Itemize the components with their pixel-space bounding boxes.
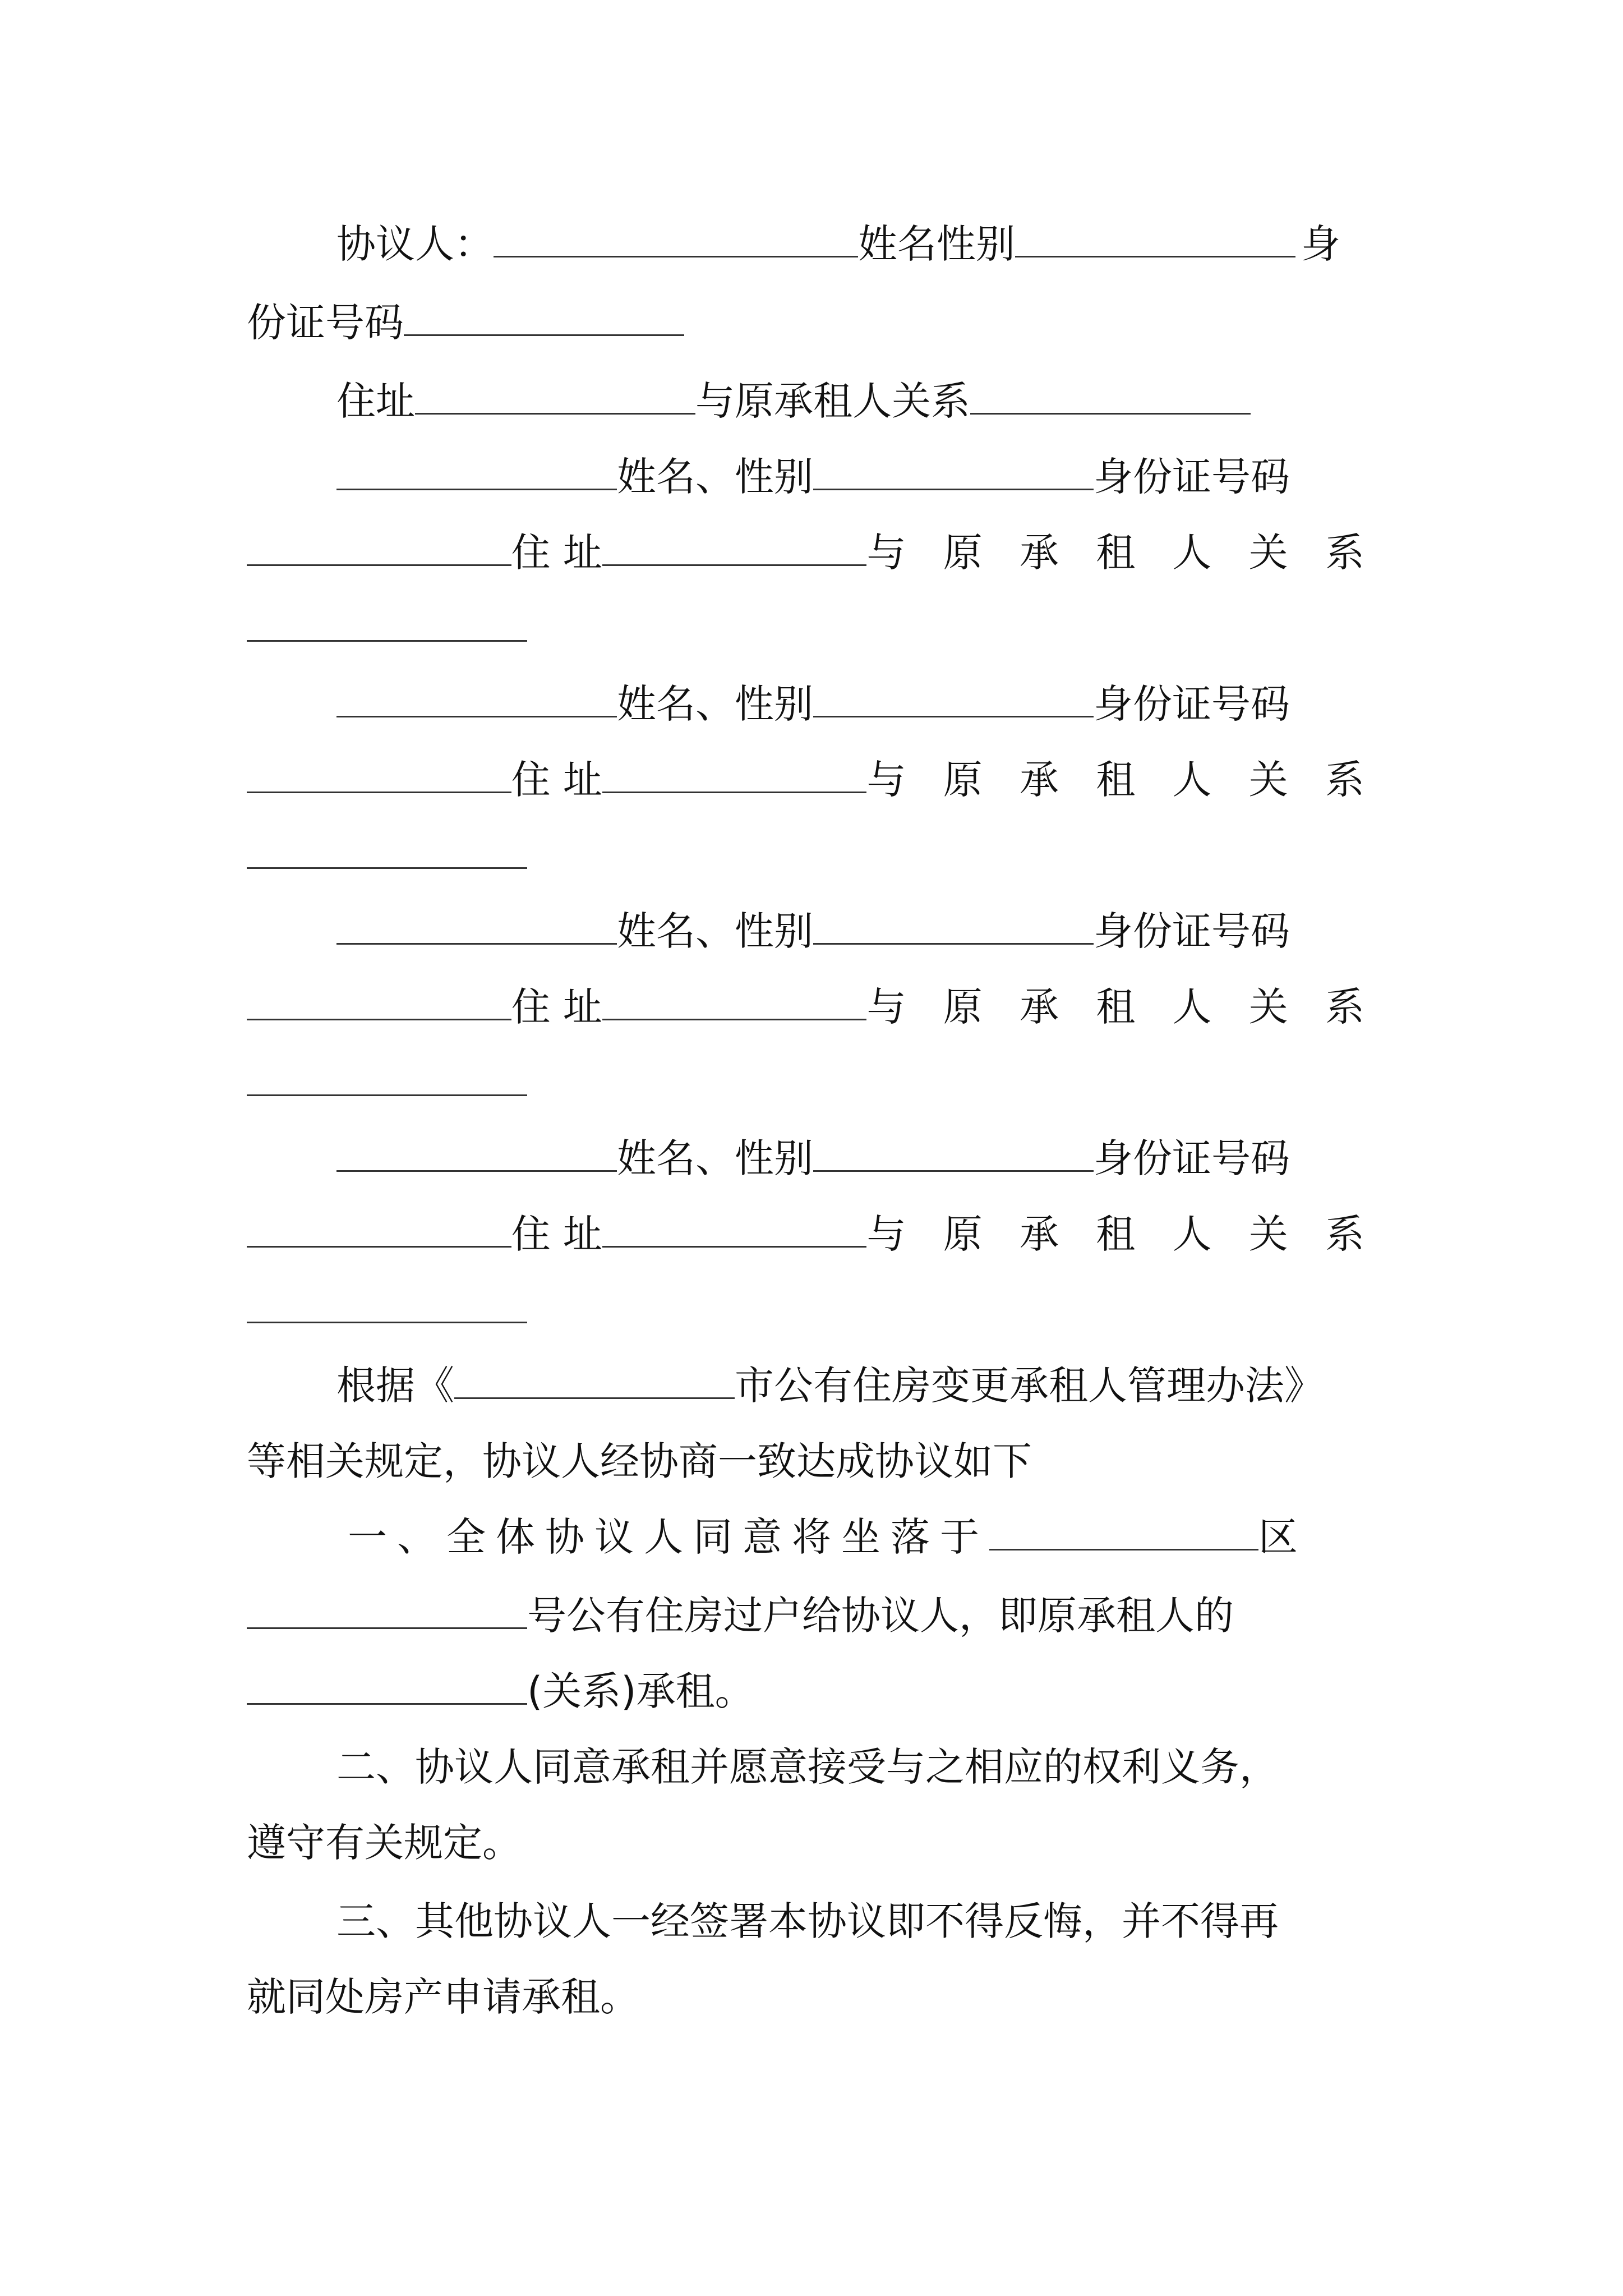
person-3-address-blank[interactable] — [602, 984, 867, 1020]
person-4-relation-blank[interactable] — [247, 1287, 527, 1323]
address-blank[interactable] — [415, 378, 695, 415]
item-1-text-2: 号公有住房过户给协议人，即原承租人的 — [527, 1593, 1234, 1639]
party-blank[interactable] — [494, 221, 858, 257]
item-2-text: 二、协议人同意承租并愿意接受与之相应的权利义务， — [336, 1744, 1279, 1790]
person-1-id-blank[interactable] — [247, 530, 511, 566]
person-2-id-label: 身份证号码 — [1094, 681, 1290, 727]
item-3-text: 三、其他协议人一经签署本协议即不得反悔，并不得再 — [336, 1898, 1279, 1944]
person-2-line-2 — [247, 752, 1377, 808]
person-4-address-label: 住 址 — [511, 1211, 602, 1257]
person-3-line-2 — [247, 979, 1377, 1035]
relation-type-blank[interactable] — [247, 1668, 527, 1705]
item-3-text-2: 就同处房产申请承租。 — [247, 1974, 639, 2020]
person-1-line-3 — [247, 600, 1377, 656]
person-3-name-label: 姓名、性别 — [617, 908, 813, 954]
person-1-line-1 — [247, 449, 1377, 505]
district-label: 区 — [1258, 1514, 1298, 1560]
item-3-line-2 — [247, 1969, 1377, 2025]
location-blank[interactable] — [989, 1514, 1258, 1550]
person-2-name-blank[interactable] — [336, 681, 617, 717]
person-4-name-blank[interactable] — [336, 1135, 617, 1172]
person-1-id-label: 身份证号码 — [1094, 454, 1290, 500]
person-3-line-1 — [247, 903, 1377, 959]
basis-prefix: 根据《 — [336, 1363, 454, 1409]
item-2-text-2: 遵守有关规定。 — [247, 1820, 522, 1866]
item-1-text: 一、全体协议人同意将坐落于 — [348, 1514, 989, 1560]
party-line — [247, 216, 1377, 272]
item-2-line-1 — [247, 1739, 1377, 1795]
item-1-line-2 — [247, 1588, 1377, 1644]
item-1-line-3 — [247, 1663, 1377, 1719]
relation-blank[interactable] — [970, 378, 1251, 415]
person-3-gender-blank[interactable] — [813, 908, 1094, 945]
person-2-relation-label: 与 原 承 租 人 关 系 — [866, 757, 1377, 803]
basis-suffix: 市公有住房变更承租人管理办法》 — [735, 1363, 1324, 1409]
basis-line-2 — [247, 1433, 1377, 1489]
id-label-suffix: 份证号码 — [247, 300, 404, 346]
person-3-name-blank[interactable] — [336, 908, 617, 945]
person-3-relation-label: 与 原 承 租 人 关 系 — [866, 984, 1377, 1030]
person-4-relation-label: 与 原 承 租 人 关 系 — [866, 1211, 1377, 1257]
person-4-id-label: 身份证号码 — [1094, 1135, 1290, 1181]
basis-text: 等相关规定，协议人经协商一致达成协议如下 — [247, 1438, 1032, 1484]
person-4-address-blank[interactable] — [602, 1211, 867, 1248]
person-1-name-blank[interactable] — [336, 454, 617, 490]
person-1-address-blank[interactable] — [602, 530, 867, 566]
person-4-gender-blank[interactable] — [813, 1135, 1094, 1172]
person-1-line-2 — [247, 524, 1377, 581]
house-number-blank[interactable] — [247, 1593, 527, 1629]
person-2-address-label: 住 址 — [511, 757, 602, 803]
name-gender-label: 姓名性别 — [858, 221, 1015, 267]
person-1-relation-blank[interactable] — [247, 605, 527, 642]
item-1-text-3: (关系)承租。 — [527, 1668, 754, 1714]
relation-label: 与原承租人关系 — [695, 378, 970, 424]
person-2-relation-blank[interactable] — [247, 832, 527, 869]
party-label: 协议人： — [336, 221, 494, 267]
basis-line-1 — [247, 1358, 1377, 1414]
person-3-address-label: 住 址 — [511, 984, 602, 1030]
person-3-relation-blank[interactable] — [247, 1060, 527, 1096]
person-2-name-label: 姓名、性别 — [617, 681, 813, 727]
item-2-line-2 — [247, 1815, 1377, 1871]
person-3-line-3 — [247, 1055, 1377, 1111]
person-3-id-label: 身份证号码 — [1094, 908, 1290, 954]
item-3-line-1 — [247, 1893, 1377, 1949]
id-blank[interactable] — [404, 300, 684, 336]
person-4-line-2 — [247, 1206, 1377, 1262]
person-1-gender-blank[interactable] — [813, 454, 1094, 490]
person-4-line-1 — [247, 1130, 1377, 1186]
person-1-name-label: 姓名、性别 — [617, 454, 813, 500]
id-label-prefix: 身 — [1301, 221, 1340, 267]
person-2-line-3 — [247, 827, 1377, 884]
person-2-address-blank[interactable] — [602, 757, 867, 793]
person-3-id-blank[interactable] — [247, 984, 511, 1020]
city-blank[interactable] — [454, 1363, 735, 1399]
person-1-address-label: 住 址 — [511, 530, 602, 576]
person-4-id-blank[interactable] — [247, 1211, 511, 1248]
person-1-relation-label: 与 原 承 租 人 关 系 — [866, 530, 1377, 576]
person-2-line-1 — [247, 676, 1377, 732]
person-4-line-3 — [247, 1282, 1377, 1338]
item-1-line-1 — [247, 1509, 1377, 1565]
address-line — [247, 373, 1377, 429]
id-line — [247, 295, 1377, 351]
person-2-gender-blank[interactable] — [813, 681, 1094, 717]
name-gender-blank[interactable] — [1015, 221, 1295, 257]
address-label: 住址 — [336, 378, 415, 424]
person-4-name-label: 姓名、性别 — [617, 1135, 813, 1181]
person-2-id-blank[interactable] — [247, 757, 511, 793]
